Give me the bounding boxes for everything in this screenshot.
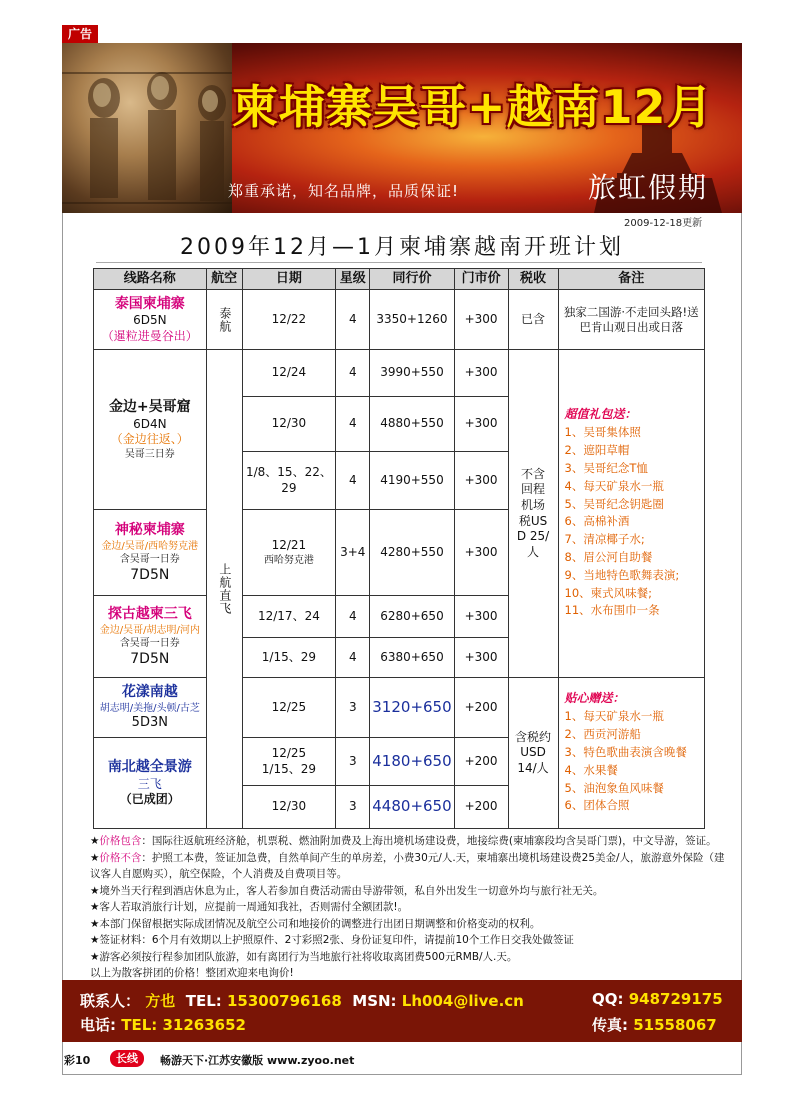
star-cell: 4 (336, 596, 370, 638)
date-main: 12/25 (271, 745, 307, 760)
gift-item: 8、眉公河自助餐 (564, 550, 653, 565)
route-days: 6D4N (133, 416, 167, 431)
date-main: 12/21 (271, 538, 307, 553)
note-item: ★境外当天行程到酒店休息为止，客人若参加自费活动需由导游带领，私自外出发生一切意外均与旅行社无关。 (90, 884, 604, 897)
banner-slogan: 郑重承诺，知名品牌，品质保证! (228, 182, 460, 200)
ad-tag: 广告 (62, 25, 98, 43)
note-text: 境外当天行程到酒店休息为止，客人若参加自费活动需由导游带领，私自外出发生一切意外均与旅行社无关。 (99, 884, 604, 897)
update-date: 2009-12-18更新 (624, 218, 703, 229)
notes-section (90, 833, 730, 982)
phone-value[interactable]: TEL: 31263652 (121, 1016, 246, 1034)
gift-item: 1、吴哥集体照 (564, 425, 641, 440)
gift-item: 2、遮阳草帽 (564, 443, 630, 458)
note-text: 签证材料：6个月有效期以上护照原件、2寸彩照2张、身份证复印件，请提前10个工作日交我处做签证 (99, 934, 574, 946)
route-name: 探古越柬三飞 (107, 606, 192, 623)
contact-footer (62, 980, 742, 1042)
route-sub: （暹粒进曼谷出） (101, 328, 198, 343)
contact-label: 联系人： (80, 992, 141, 1010)
gift-item: 2、西贡河游船 (564, 727, 641, 742)
header-star: 星级 (336, 269, 370, 290)
phone-line (80, 1014, 246, 1035)
note-item: ★签证材料：6个月有效期以上护照原件、2寸彩照2张、身份证复印件，请提前10个工作日交我处做签证 (90, 934, 574, 946)
route-days: 6D5N (133, 313, 167, 327)
header-tax: 税收 (508, 269, 558, 290)
star-cell: 4 (336, 397, 370, 452)
date-cell: 12/17、24 (242, 596, 336, 638)
route-days: 5D3N (131, 714, 168, 730)
header-date: 日期 (242, 269, 336, 290)
route-days: 7D5N (130, 566, 170, 583)
gift-item: 5、油泡象鱼风味餐 (564, 780, 664, 795)
date-sub: 西哈努克港 (263, 554, 314, 566)
route-cell (94, 596, 207, 678)
title-divider (96, 262, 702, 263)
star-cell: 3 (336, 786, 370, 829)
note-item: ★客人若取消旅行计划，应提前一周通知我社，否则需付全额团款!。 (90, 901, 409, 913)
retail-price-cell: +300 (454, 350, 508, 397)
gift-heading: 超值礼包送： (564, 406, 637, 421)
retail-price-cell: +300 (454, 638, 508, 678)
tel-label: TEL: (185, 992, 222, 1010)
peer-price-cell: 4280+550 (370, 510, 454, 596)
banner-title: 柬埔寨吴哥+越南12月 (232, 80, 714, 134)
route-cell (94, 290, 207, 350)
route-cell (94, 678, 207, 738)
date-sub: 1/15、29 (261, 761, 317, 776)
route-name: 南北越全景游 (107, 759, 192, 776)
peer-price-cell: 4180+650 (370, 738, 454, 786)
retail-price-cell: +300 (454, 452, 508, 510)
route-sub2: 含吴哥一日券 (119, 637, 180, 649)
star-cell: 4 (336, 638, 370, 678)
airline-name: 上航直飞 (217, 563, 232, 615)
note-text: ：护照工本费，签证加急费，自然单间产生的单房差，小费30元/人.天，柬埔寨出境机场建设费25美金/人，旅游意外保险（建议客人自愿购买），航空保险，个人消费及自费项目等。 (90, 851, 725, 880)
gift-item: 9、当地特色歌舞表演; (564, 567, 680, 582)
section-badge: 长线 (110, 1050, 144, 1067)
qq-value[interactable]: 948729175 (628, 990, 723, 1008)
route-name: 神秘柬埔寨 (114, 522, 185, 539)
date-cell: 1/8、15、22、29 (242, 452, 336, 510)
route-cell (94, 350, 207, 510)
route-sub: 三飞 (137, 776, 162, 791)
star-cell: 3 (336, 738, 370, 786)
qq-label: QQ: (592, 990, 624, 1008)
note-text: ：国际往返航班经济舱，机票税、燃油附加费及上海出境机场建设费，地接综费(柬埔寨段均含吴哥门票)，中文导游，签证。 (141, 835, 717, 847)
date-cell: 12/25 (242, 678, 336, 738)
gift-item: 3、吴哥纪念T恤 (564, 460, 648, 475)
table-row (94, 678, 705, 738)
gift-item: 7、清凉椰子水; (564, 532, 645, 547)
airline-cell (206, 290, 242, 350)
route-sub: （金边往返、） (110, 432, 189, 447)
header-peer-price: 同行价 (370, 269, 454, 290)
route-sub2: 吴哥三日券 (124, 448, 175, 460)
table-row (94, 290, 705, 350)
date-cell: 12/30 (242, 786, 336, 829)
star-cell: 4 (336, 350, 370, 397)
gift-item: 10、柬式风味餐; (564, 585, 653, 600)
tax-text: 含税约USD 14/人 (515, 729, 552, 775)
date-cell: 12/24 (242, 350, 336, 397)
fax-value: 51558067 (633, 1016, 717, 1034)
tax-cell (508, 678, 558, 829)
header-route: 线路名称 (94, 269, 207, 290)
qq-line (592, 990, 723, 1008)
gift-item: 11、水布围巾一条 (564, 603, 660, 618)
airline-name: 泰航 (217, 306, 232, 333)
retail-price-cell: +200 (454, 738, 508, 786)
remark-cell: 独家二国游·不走回头路!送巴肯山观日出或日落 (558, 290, 704, 350)
route-sub: 胡志明/美拖/头顿/古芝 (99, 702, 200, 714)
peer-price-cell: 4480+650 (370, 786, 454, 829)
note-item: ★游客必须按行程参加团队旅游，如有离团行为当地旅行社将收取离团费500元RMB/人.天。 (90, 950, 518, 963)
retail-price-cell: +200 (454, 786, 508, 829)
retail-price-cell: +300 (454, 596, 508, 638)
gift-heading: 贴心赠送： (564, 690, 625, 705)
route-sub2: 含吴哥一日券 (119, 553, 180, 565)
peer-price-cell: 4190+550 (370, 452, 454, 510)
page-number: 彩10 (64, 1054, 91, 1067)
note-text: 客人若取消旅行计划，应提前一周通知我社，否则需付全额团款!。 (99, 901, 409, 913)
peer-price-cell: 3990+550 (370, 350, 454, 397)
gift-item: 4、水果餐 (564, 762, 618, 777)
schedule-table (93, 268, 705, 829)
gift-item: 3、特色歌曲表演含晚餐 (564, 744, 687, 759)
date-cell: 1/15、29 (242, 638, 336, 678)
route-cell (94, 738, 207, 829)
contact-name: 方也 (145, 992, 176, 1010)
gift-item: 6、高棉补酒 (564, 514, 630, 529)
note-item: ★本部门保留根据实际成团情况及航空公司和地接价的调整进行出团日期调整和价格变动的权利。 (90, 917, 541, 930)
tel-value[interactable]: 15300796168 (227, 992, 342, 1010)
table-header-row (94, 269, 705, 290)
star-cell: 3 (336, 678, 370, 738)
fax-label: 传真: (592, 1016, 628, 1034)
apsara-relief-illustration (62, 43, 232, 213)
header-retail-price: 门市价 (454, 269, 508, 290)
tax-cell: 已含 (508, 290, 558, 350)
peer-price-cell: 4880+550 (370, 397, 454, 452)
msn-label: MSN: (352, 992, 397, 1010)
route-days: 7D5N (130, 650, 170, 667)
peer-price-cell: 6380+650 (370, 638, 454, 678)
gift-list-cell (558, 678, 704, 829)
route-name: 泰国柬埔寨 (114, 295, 185, 312)
date-cell: 12/30 (242, 397, 336, 452)
route-sub: 金边/吴哥/西哈努克港 (101, 540, 199, 552)
retail-price-cell: +300 (454, 510, 508, 596)
gift-list-cell (558, 350, 704, 678)
route-name: 金边+吴哥窟 (108, 399, 191, 416)
route-sub: 金边/吴哥/胡志明/河内 (99, 624, 200, 636)
tax-text: 不含回程机场税USD 25/人 (516, 466, 550, 559)
gift-item: 1、每天矿泉水一瓶 (564, 709, 664, 724)
route-cell (94, 510, 207, 596)
airline-cell (206, 350, 242, 829)
peer-price-cell: 3350+1260 (370, 290, 454, 350)
star-cell: 3+4 (336, 510, 370, 596)
note-item: ★价格不含：护照工本费，签证加急费，自然单间产生的单房差，小费30元/人.天，柬埔寨出境机场建设费25美金/人，旅游意外保险（建议客人自愿购买），航空保险，个人消费及自费项目等。 (90, 851, 725, 880)
star-cell: 4 (336, 290, 370, 350)
gift-item: 5、吴哥纪念钥匙圈 (564, 496, 664, 511)
star-cell: 4 (336, 452, 370, 510)
note-key: 价格包含 (99, 835, 142, 847)
retail-price-cell: +300 (454, 290, 508, 350)
brand-name: 旅虹假期 (588, 171, 709, 204)
date-cell: 12/22 (242, 290, 336, 350)
route-name: 花漾南越 (121, 684, 178, 701)
msn-value[interactable]: Lh004@live.cn (401, 992, 524, 1010)
note-text: 游客必须按行程参加团队旅游，如有离团行为当地旅行社将收取离团费500元RMB/人.天。 (99, 950, 518, 963)
peer-price-cell: 3120+650 (370, 678, 454, 738)
note-text: 本部门保留根据实际成团情况及航空公司和地接价的调整进行出团日期调整和价格变动的权利。 (99, 917, 541, 930)
note-text: 以上为散客拼团的价格！整团欢迎来电询价! (90, 967, 294, 979)
note-item: ★价格包含：国际往返航班经济舱，机票税、燃油附加费及上海出境机场建设费，地接综费(柬埔寨段均含吴哥门票)，中文导游，签证。 (90, 835, 717, 847)
date-cell (242, 510, 336, 596)
header-remarks: 备注 (558, 269, 704, 290)
publication-name[interactable]: 畅游天下·江苏安徽版 www.zyoo.net (160, 1054, 355, 1067)
tax-cell (508, 350, 558, 678)
date-cell (242, 738, 336, 786)
fax-line (592, 1014, 717, 1035)
retail-price-cell: +200 (454, 678, 508, 738)
retail-price-cell: +300 (454, 397, 508, 452)
header-airline: 航空 (206, 269, 242, 290)
gift-item: 4、每天矿泉水一瓶 (564, 478, 664, 493)
table-row (94, 350, 705, 397)
phone-label: 电话: (80, 1016, 116, 1034)
note-key: 价格不含 (99, 851, 142, 864)
plan-title: 2009年12月—1月柬埔寨越南开班计划 (180, 235, 624, 260)
page-footer (62, 1050, 742, 1070)
contact-line (80, 990, 524, 1011)
peer-price-cell: 6280+650 (370, 596, 454, 638)
route-sub2: （已成团） (119, 792, 180, 807)
gift-item: 6、团体合照 (564, 798, 630, 813)
